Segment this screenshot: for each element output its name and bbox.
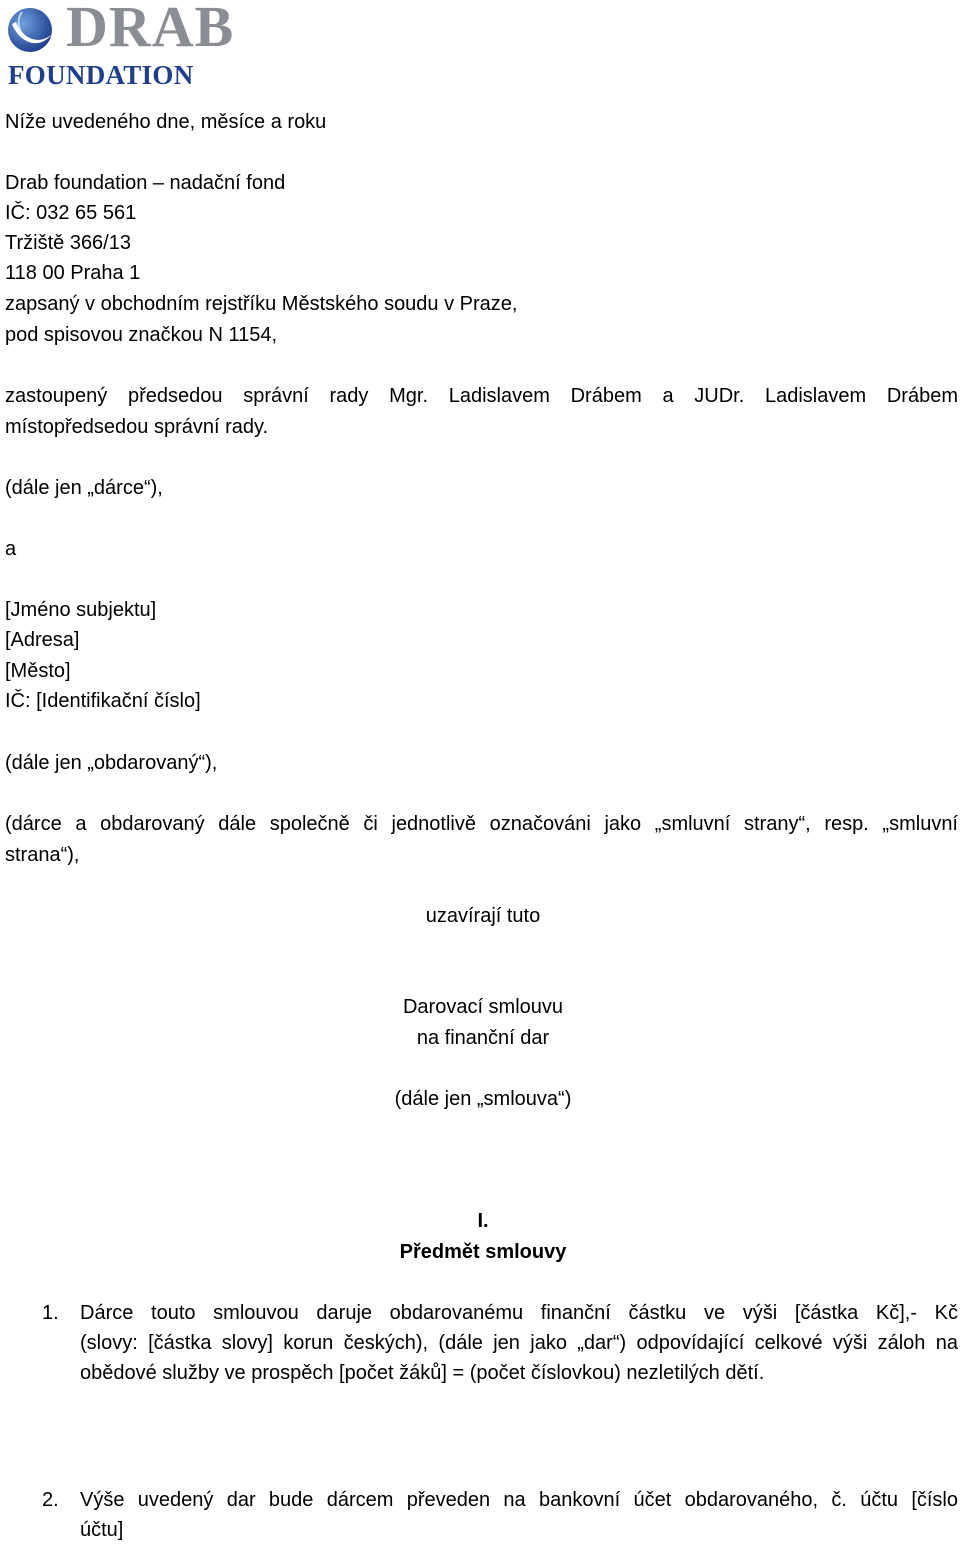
donor-name: Drab foundation – nadační fond	[5, 172, 286, 194]
intro-text: Níže uvedeného dne, měsíce a roku	[5, 111, 327, 133]
recipient-name: [Jméno subjektu]	[5, 599, 157, 621]
donor-represented-line-2: místopředsedou správní rady.	[5, 416, 269, 438]
logo-word-drab: DRAB	[66, 0, 235, 59]
clause-2-text	[80, 1485, 958, 1545]
donor-city: 118 00 Praha 1	[5, 262, 141, 284]
globe-swoosh-icon	[6, 4, 58, 56]
donor-registry-line-1: zapsaný v obchodním rejstříku Městského soudu v Praze,	[5, 293, 518, 315]
donor-street: Tržiště 366/13	[5, 232, 131, 254]
recipient-address: [Adresa]	[5, 629, 80, 651]
section-title: Předmět smlouvy	[399, 1241, 567, 1263]
donor-alias: (dále jen „dárce“),	[5, 477, 163, 499]
recipient-ic: IČ: [Identifikační číslo]	[5, 690, 201, 712]
parties-line-2: strana“),	[5, 844, 80, 866]
clause-1-line: obědové služby ve prospěch [počet žáků] = (počet číslovkou) nezletilých dětí.	[80, 1362, 765, 1384]
clause-1-text	[80, 1298, 958, 1388]
contract-title-line-2: na finanční dar	[416, 1027, 550, 1049]
donor-represented-line-1: zastoupený předsedou správní rady Mgr. Ladislavem Drábem a JUDr. Ladislavem Drábem	[5, 385, 958, 407]
recipient-city: [Město]	[5, 660, 71, 682]
recipient-alias: (dále jen „obdarovaný“),	[5, 752, 218, 774]
contract-alias: (dále jen „smlouva“)	[394, 1088, 572, 1110]
clause-number: 1.	[42, 1302, 59, 1324]
contract-title-line-1: Darovací smlouvu	[402, 996, 564, 1018]
section-number: I.	[477, 1210, 489, 1232]
donor-registry-line-2: pod spisovou značkou N 1154,	[5, 324, 278, 346]
donor-ic: IČ: 032 65 561	[5, 202, 137, 224]
conclude-text: uzavírají tuto	[425, 905, 541, 927]
and-connector: a	[5, 538, 17, 560]
parties-line-1: (dárce a obdarovaný dále společně či jednotlivě označováni jako „smluvní strany“, resp. „smluvní	[5, 813, 958, 835]
clause-1-line: (slovy: [částka slovy] korun českých), (dále jen jako „dar“) odpovídající celkové výši záloh na	[80, 1332, 958, 1354]
clause-2-line: účtu]	[80, 1519, 124, 1541]
drab-foundation-logo	[6, 0, 236, 90]
clause-2-line: Výše uvedený dar bude dárcem převeden na bankovní účet obdarovaného, č. účtu [číslo	[80, 1489, 958, 1511]
logo-word-foundation: FOUNDATION	[8, 60, 194, 90]
clause-1-line: Dárce touto smlouvou daruje obdarovanému finanční částku ve výši [částka Kč],- Kč	[80, 1302, 958, 1324]
clause-number: 2.	[42, 1489, 59, 1511]
